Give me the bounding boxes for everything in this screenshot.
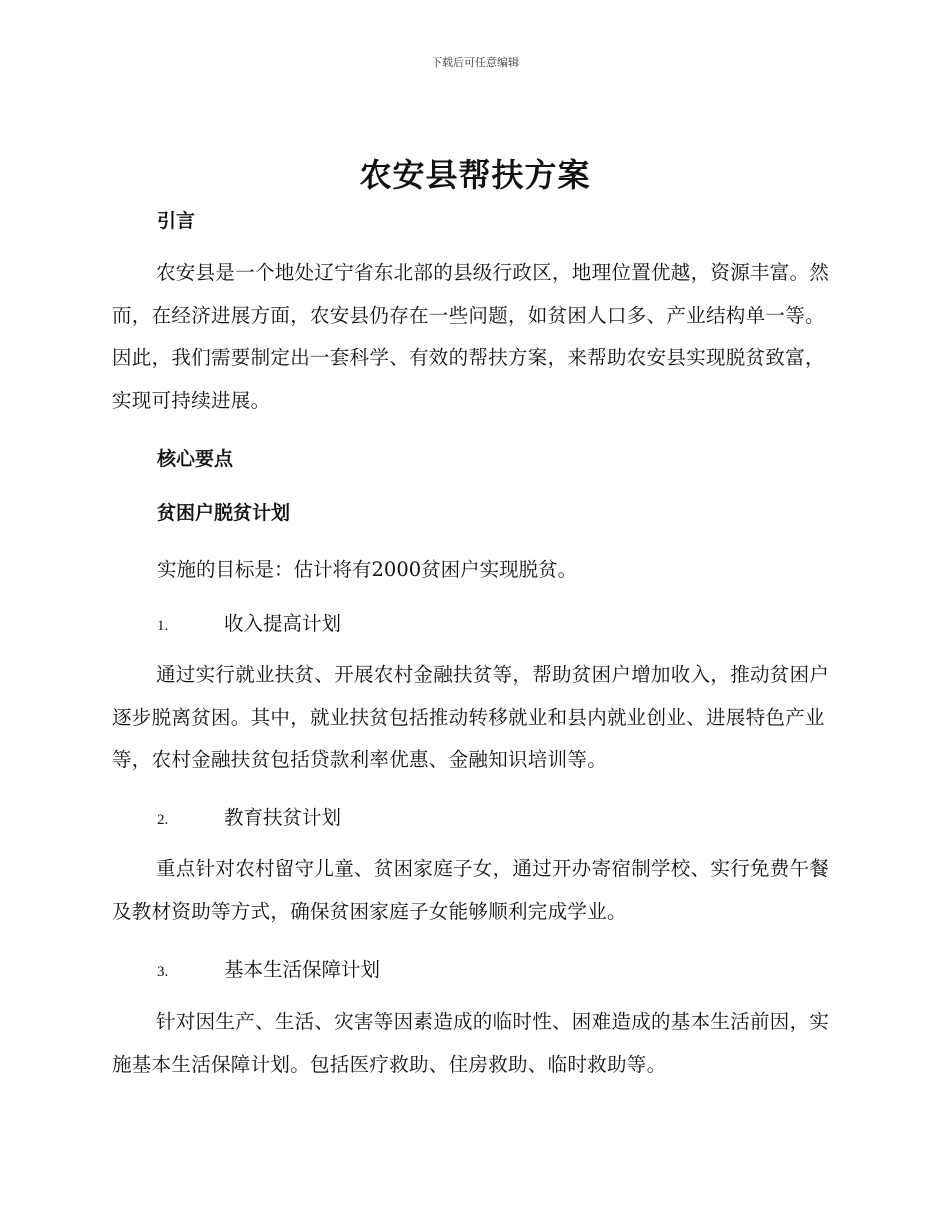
list-item-title: 收入提高计划 bbox=[224, 612, 342, 635]
list-item-title: 教育扶贫计划 bbox=[224, 806, 342, 829]
list-number: 3. bbox=[157, 964, 169, 980]
list-item-title: 基本生活保障计划 bbox=[224, 958, 381, 981]
list-item-2 bbox=[157, 802, 341, 830]
item-2-paragraph: 重点针对农村留守儿童、贫困家庭子女，通过开办寄宿制学校、实行免费午餐及教材资助等方式，确保贫困家庭子女能够顺利完成学业。 bbox=[112, 857, 830, 923]
core-points-heading: 核心要点 bbox=[157, 448, 234, 470]
list-number: 2. bbox=[157, 812, 169, 828]
poverty-plan-heading: 贫困户脱贫计划 bbox=[157, 502, 291, 524]
document-title: 农安县帮扶方案 bbox=[359, 156, 591, 194]
intro-paragraph: 农安县是一个地处辽宁省东北部的县级行政区，地理位置优越，资源丰富。然而，在经济进展方面，农安县仍存在一些问题，如贫困人口多、产业结构单一等。因此，我们需要制定出一套科学、有效的帮扶方案，来帮助农安县实现脱贫致富，实现可持续进展。 bbox=[112, 261, 830, 412]
item-3-paragraph: 针对因生产、生活、灾害等因素造成的临时性、困难造成的基本生活前因，实施基本生活保障计划。包括医疗救助、住房救助、临时救助等。 bbox=[112, 1010, 830, 1076]
list-item-3 bbox=[157, 954, 380, 982]
list-item-1 bbox=[157, 608, 341, 636]
goal-text: 实施的目标是：估计将有2000贫困户实现脱贫。 bbox=[157, 558, 578, 581]
intro-heading: 引言 bbox=[157, 210, 196, 232]
list-number: 1. bbox=[157, 618, 169, 634]
item-1-paragraph: 通过实行就业扶贫、开展农村金融扶贫等，帮助贫困户增加收入，推动贫困户逐步脱离贫困。其中，就业扶贫包括推动转移就业和县内就业创业、进展特色产业等，农村金融扶贫包括贷款利率优惠、金融知识培训等。 bbox=[112, 663, 830, 771]
header-note: 下载后可任意编辑 bbox=[431, 56, 519, 69]
